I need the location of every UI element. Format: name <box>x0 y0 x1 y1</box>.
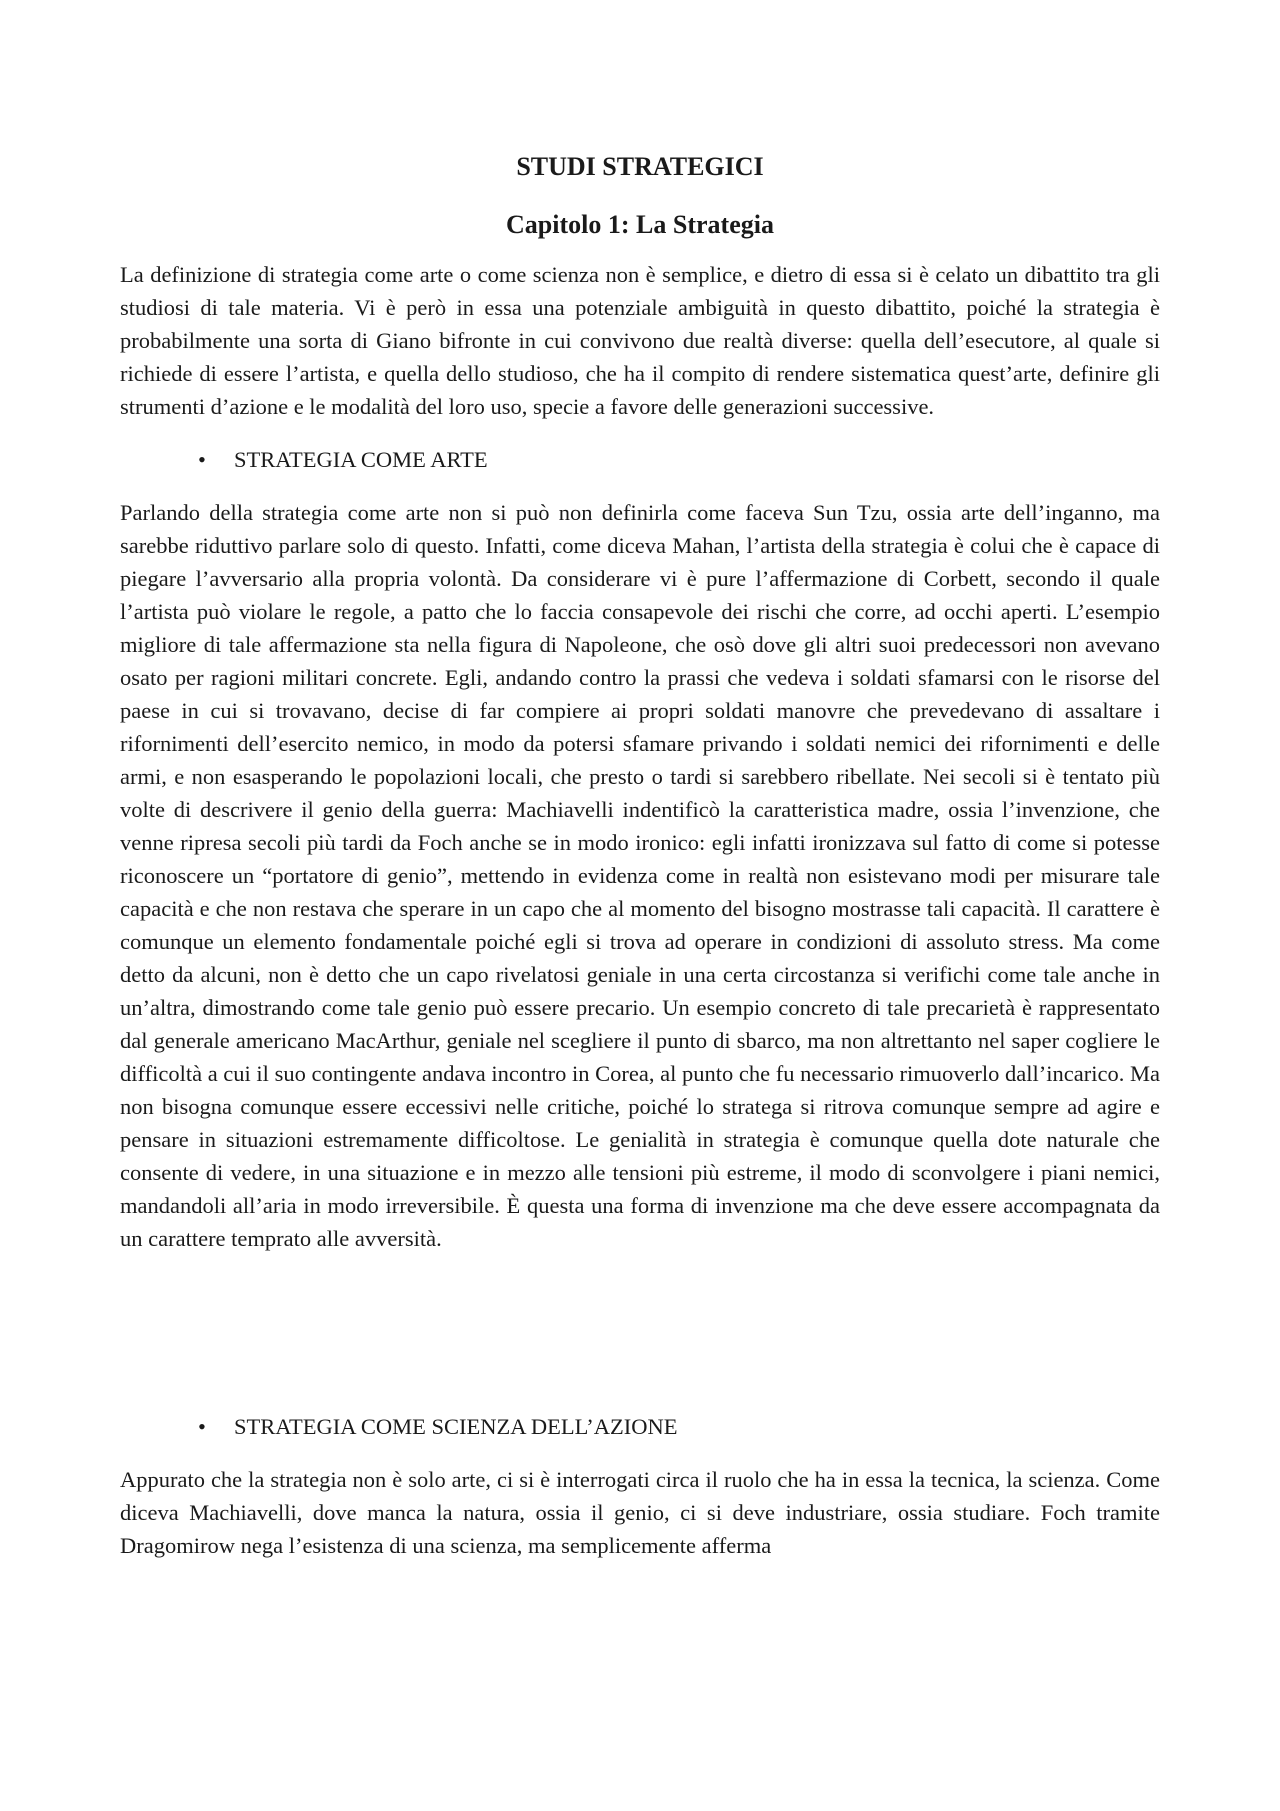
document-title: STUDI STRATEGICI <box>516 152 764 181</box>
section-paragraph-scienza: Appurato che la strategia non è solo arte, ci si è interrogati circa il ruolo che ha in essa la tecnica, la scienza. Come diceva Machiavelli, dove manca la natura, ossia il genio, ci si deve industriare, ossia studiare. Foch tramite Dragomirow nega l’esistenza di una scienza, ma semplicemente afferma <box>120 1467 1160 1558</box>
intro-paragraph: La definizione di strategia come arte o come scienza non è semplice, e dietro di essa si è celato un dibattito tra gli studiosi di tale materia. Vi è però in essa una potenziale ambiguità in questo dibattito, poiché la strategia è probabilmente una sorta di Giano bifronte in cui convivono due realtà diverse: quella dell’esecutore, al quale si richiede di essere l’artista, e quella dello studioso, che ha il compito di rendere sistematica quest’arte, definire gli strumenti d’azione e le modalità del loro uso, specie a favore delle generazioni successive. <box>120 262 1160 419</box>
section-heading-label: STRATEGIA COME ARTE <box>234 447 488 472</box>
section-heading-arte <box>120 443 1160 476</box>
page-spacer <box>120 1255 1160 1390</box>
bullet-icon: • <box>198 1414 206 1439</box>
section-heading-label: STRATEGIA COME SCIENZA DELL’AZIONE <box>234 1414 678 1439</box>
chapter-title: Capitolo 1: La Strategia <box>506 210 774 239</box>
section-paragraph-arte: Parlando della strategia come arte non si può non definirla come faceva Sun Tzu, ossia arte dell’inganno, ma sarebbe riduttivo parlare solo di questo. Infatti, come diceva Mahan, l’artista della strategia è colui che è capace di piegare l’avversario alla propria volontà. Da considerare vi è pure l’affermazione di Corbett, secondo il quale l’artista può violare le regole, a patto che lo faccia consapevole dei rischi che corre, ad occhi aperti. L’esempio migliore di tale affermazione sta nella figura di Napoleone, che osò dove gli altri suoi predecessori non avevano osato per ragioni militari concrete. Egli, andando contro la prassi che vedeva i soldati sfamarsi con le risorse del paese in cui si trovavano, decise di far compiere ai propri soldati manovre che prevedevano di assaltare i rifornimenti dell’esercito nemico, in modo da potersi sfamare privando i soldati nemici dei rifornimenti e delle armi, e non esasperando le popolazioni locali, che presto o tardi si sarebbero ribellate. Nei secoli si è tentato più volte di descrivere il genio della guerra: Machiavelli indentificò la caratteristica madre, ossia l’invenzione, che venne ripresa secoli più tardi da Foch anche se in modo ironico: egli infatti ironizzava sul fatto di come si potesse riconoscere un “portatore di genio”, mettendo in evidenza come in realtà non esistevano modi per misurare tale capacità e che non restava che sperare in un capo che al momento del bisogno mostrasse tali capacità. Il carattere è comunque un elemento fondamentale poiché egli si trova ad operare in condizioni di assoluto stress. Ma come detto da alcuni, non è detto che un capo rivelatosi geniale in una certa circostanza si verifichi come tale anche in un’altra, dimostrando come tale genio può essere precario. Un esempio concreto di tale precarietà è rappresentato dal generale americano MacArthur, geniale nel scegliere il punto di sbarco, ma non altrettanto nel saper cogliere le difficoltà a cui il suo contingente andava incontro in Corea, al punto che fu necessario rimuoverlo dall’incarico. Ma non bisogna comunque essere eccessivi nelle critiche, poiché lo stratega si ritrova comunque sempre ad agire e pensare in situazioni estremamente difficoltose. Le genialità in strategia è comunque quella dote naturale che consente di vedere, in una situazione e in mezzo alle tensioni più estreme, il modo di sconvolgere i piani nemici, mandandoli all’aria in modo irreversibile. È questa una forma di invenzione ma che deve essere accompagnata da un carattere temprato alle avversità. <box>120 500 1160 1251</box>
bullet-icon: • <box>198 447 206 472</box>
section-heading-scienza <box>120 1410 1160 1443</box>
document-page <box>120 150 1160 1562</box>
